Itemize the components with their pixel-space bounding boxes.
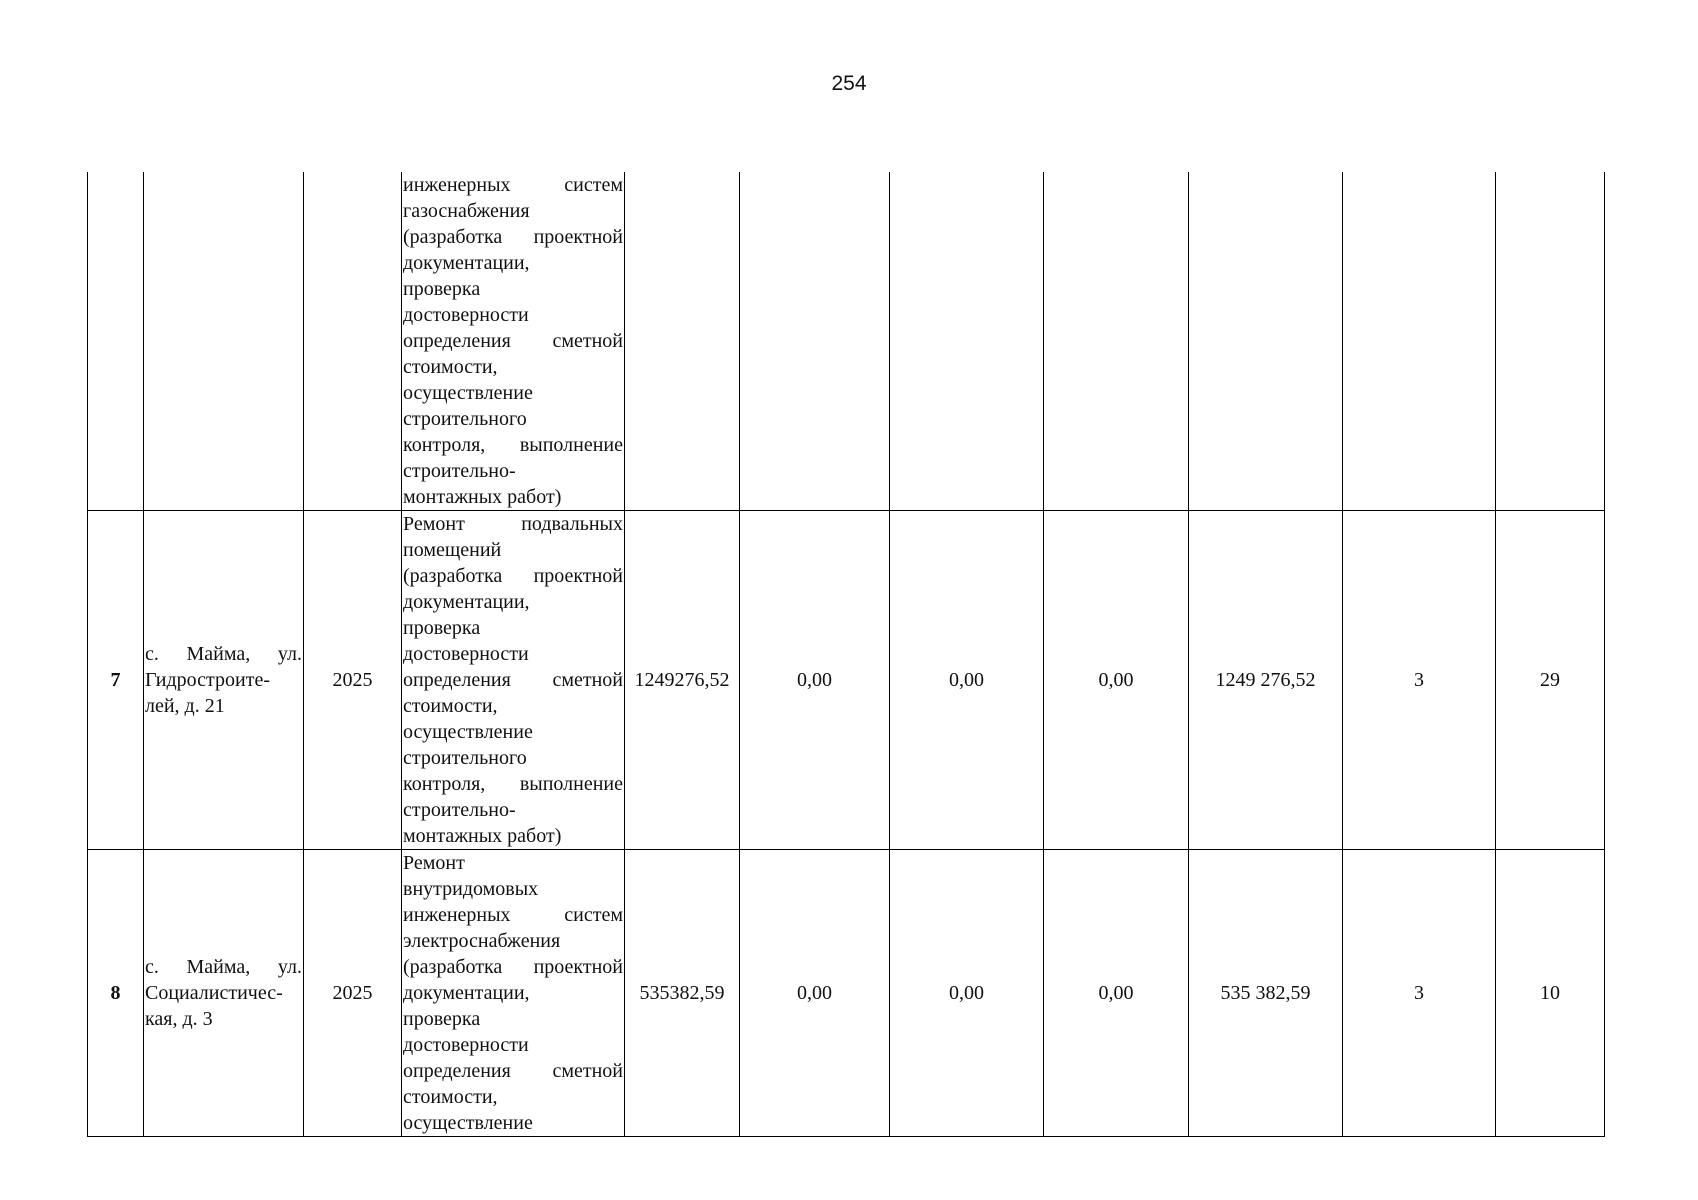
work-description-line: внутридомовых [403, 878, 539, 900]
value-cell-6: 3 [1343, 850, 1496, 1137]
work-description-line: Ремонт подвальных [403, 513, 623, 535]
value-cell-2: 0,00 [740, 850, 890, 1137]
repair-program-table [87, 172, 1605, 1137]
value-cell-4: 0,00 [1044, 511, 1189, 850]
value-cell-3 [890, 172, 1044, 511]
work-description-line: стоимости, [403, 356, 498, 378]
work-description-line: проверка [403, 617, 481, 639]
year-cell: 2025 [304, 850, 402, 1137]
work-description-line: электроснабжения [403, 930, 561, 952]
work-description-line: достоверности [403, 643, 529, 665]
work-description-line: (разработка проектной [403, 226, 623, 248]
work-description-line: инженерных систем [403, 174, 623, 196]
work-description-line: монтажных работ) [403, 825, 562, 847]
total-cost-cell: 1249276,52 [625, 511, 740, 850]
value-cell-7: 10 [1496, 850, 1605, 1137]
work-description-line: строительно- [403, 460, 516, 482]
work-description-line: строительного [403, 747, 527, 769]
value-cell-5 [1189, 172, 1343, 511]
address-cell: с. Майма, ул. Гидростроите-лей, д. 21 [144, 511, 304, 850]
work-description-line: контроля, выполнение [403, 773, 623, 795]
value-cell-6 [1343, 172, 1496, 511]
value-cell-7 [1496, 172, 1605, 511]
work-description-line: осуществление [403, 721, 533, 743]
value-cell-2 [740, 172, 890, 511]
work-description-line: инженерных систем [403, 904, 623, 926]
value-cell-4 [1044, 172, 1189, 511]
work-description-line: (разработка проектной [403, 956, 623, 978]
work-description-line: документации, [403, 982, 530, 1004]
value-cell-5: 1249 276,52 [1189, 511, 1343, 850]
row-number: 8 [88, 850, 144, 1137]
total-cost-cell [625, 172, 740, 511]
value-cell-7: 29 [1496, 511, 1605, 850]
work-description-line: определения сметной [403, 1060, 623, 1082]
work-description-line: определения сметной [403, 669, 623, 691]
value-cell-2: 0,00 [740, 511, 890, 850]
table-row [88, 511, 1605, 850]
value-cell-5: 535 382,59 [1189, 850, 1343, 1137]
work-description-line: осуществление [403, 382, 533, 404]
work-description-line: стоимости, [403, 695, 498, 717]
work-description-line: строительно- [403, 799, 516, 821]
work-description-cell [402, 511, 625, 850]
work-description-line: достоверности [403, 1034, 529, 1056]
work-description-line: Ремонт [403, 852, 465, 874]
year-cell: 2025 [304, 511, 402, 850]
value-cell-6: 3 [1343, 511, 1496, 850]
row-number: 7 [88, 511, 144, 850]
work-description-cell [402, 850, 625, 1137]
work-description-line: документации, [403, 591, 530, 613]
work-description-line: документации, [403, 252, 530, 274]
work-description-line: достоверности [403, 304, 529, 326]
row-number [88, 172, 144, 511]
table-row [88, 172, 1605, 511]
work-description-line: контроля, выполнение [403, 434, 623, 456]
address-cell: с. Майма, ул. Социалистичес-кая, д. 3 [144, 850, 304, 1137]
work-description-cell [402, 172, 625, 511]
work-description-line: определения сметной [403, 330, 623, 352]
work-description-line: осуществление [403, 1112, 533, 1134]
page-number: 254 [831, 72, 867, 95]
work-description-line: помещений [403, 539, 502, 561]
work-description-line: (разработка проектной [403, 565, 623, 587]
work-description-line: строительного [403, 408, 527, 430]
year-cell [304, 172, 402, 511]
work-description-line: проверка [403, 1008, 481, 1030]
work-description-line: стоимости, [403, 1086, 498, 1108]
value-cell-3: 0,00 [890, 511, 1044, 850]
total-cost-cell: 535382,59 [625, 850, 740, 1137]
address-cell [144, 172, 304, 511]
value-cell-3: 0,00 [890, 850, 1044, 1137]
value-cell-4: 0,00 [1044, 850, 1189, 1137]
work-description-line: проверка [403, 278, 481, 300]
work-description-line: монтажных работ) [403, 486, 562, 508]
work-description-line: газоснабжения [403, 200, 530, 222]
table-row [88, 850, 1605, 1137]
